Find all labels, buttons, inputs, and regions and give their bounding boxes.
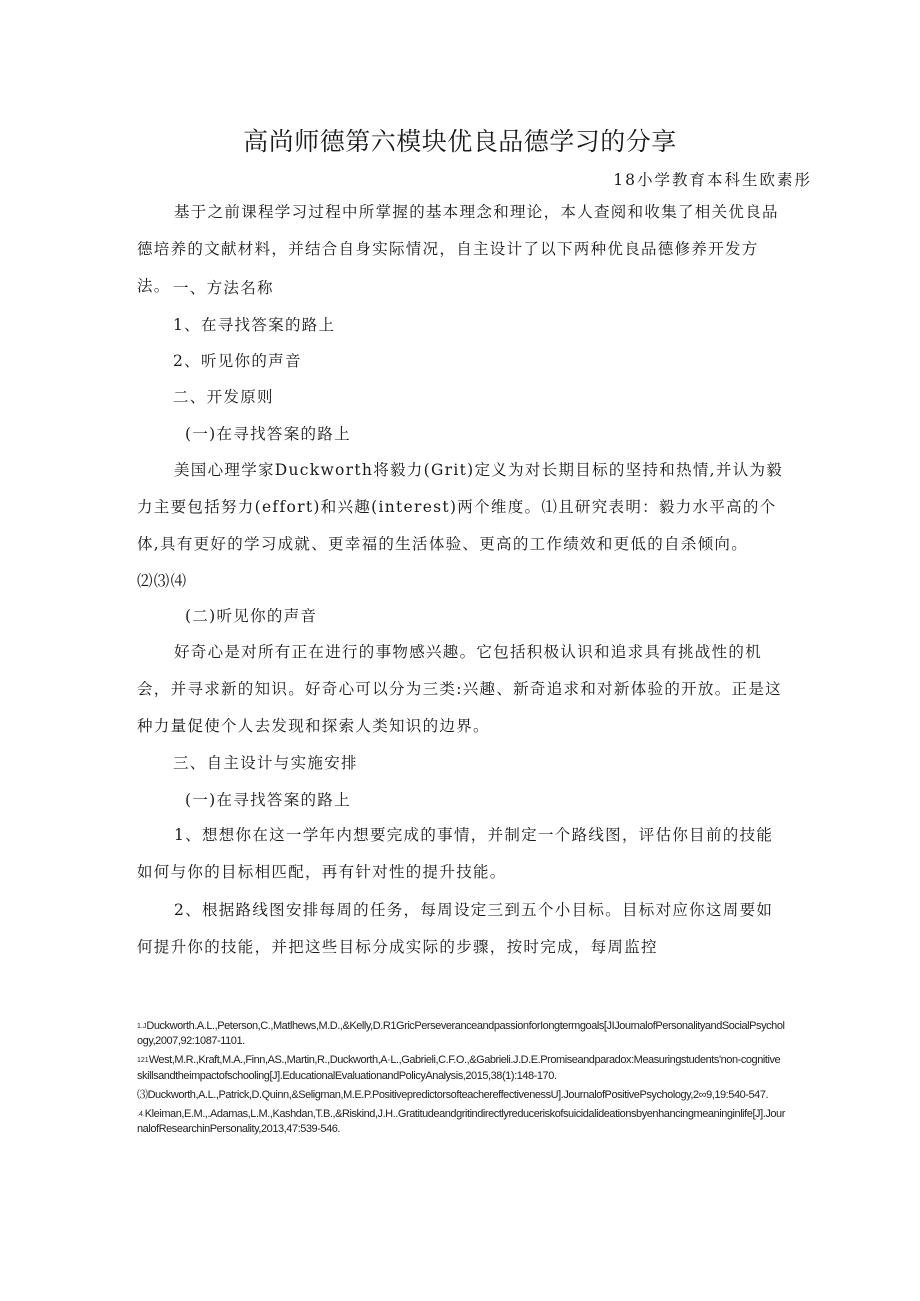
subheading-finding-answers-2: (一)在寻找答案的路上: [185, 791, 351, 809]
reference-text: Duckworth,A.L.,Patrick,D.Quinn,&Seligman,M.E.P.PositivepredictorsofteachereffectivenessU].JournalofPositivePsychology,2∞9,19:540-547.: [147, 1088, 769, 1101]
reference-item: [137, 1107, 785, 1137]
method-item-1: 1、在寻找答案的路上: [173, 316, 336, 334]
method-item-2: 2、听见你的声音: [173, 352, 302, 370]
curiosity-paragraph: 好奇心是对所有正在进行的事物感兴趣。它包括积极认识和追求具有挑战性的机会，并寻求新的知识。好奇心可以分为三类:兴趣、新奇追求和对新体验的开放。正是这种力量促使个人去发现和探索人类知识的边界。: [137, 643, 782, 735]
reference-item: [137, 1088, 785, 1103]
references-footnotes: [137, 1019, 785, 1137]
step-2-paragraph: 2、根据路线图安排每周的任务，每周设定三到五个小目标。目标对应你这周要如何提升你的技能，并把这些目标分成实际的步骤，按时完成，每周监控: [137, 901, 774, 956]
reference-text: Duckworth.A.L.,Peterson,C.,Matlhews,M.D.,&Kelly,D.R1GricPerseveranceandpassionforIongtermgoals[JIJournalofPersonalityandSocialPsychology,2007,92:1087-1101.: [137, 1020, 785, 1048]
reference-item: [137, 1019, 785, 1049]
section-heading-principles: 二、开发原则: [173, 388, 274, 406]
reference-text: West,M.R.,Kraft,M.A.,Finn,AS.,Martin,R.,Duckworth,A·L.,Gabrieli,C.F.O.,&Gabrieli.J.D.E.Promiseandparadox:Measuringstudents'non-cognitiveskillsandtheimpactofschooling[J].EducationalEvaluationandPolicyAnalysis,2015,38(1):148-170.: [137, 1054, 781, 1082]
reference-text: Kleiman,E.M.,.Adamas,L.M.,Kashdan,T.B.,&Riskind,J.H..Gratitudeandgritindirectlyreduceriskofsuicidalideationsbyenhancingmeaninginlife[J].JournalofResearchinPersonality,2013,47:539-546.: [137, 1108, 785, 1136]
reference-number: .4.: [137, 1111, 145, 1119]
step-1-paragraph: 1、想想你在这一学年内想要完成的事情，并制定一个路线图，评估你目前的技能如何与你的目标相匹配，再有针对性的提升技能。: [137, 826, 774, 881]
grit-paragraph: 美国心理学家Duckworth将毅力(Grit)定义为对长期目标的坚持和热情,并认为毅力主要包括努力(effort)和兴趣(interest)两个维度。⑴且研究表明：毅力水平高的个体,具有更好的学习成就、更幸福的生活体验、更高的工作绩效和更低的自杀倾向。⑵⑶⑷: [137, 461, 784, 590]
reference-number: 1.J: [137, 1023, 147, 1030]
section-heading-design: 三、自主设计与实施安排: [173, 754, 358, 772]
reference-number: ⑶: [137, 1088, 148, 1101]
author-line: 18小学教育本科生欧素彤: [613, 171, 812, 189]
reference-item: [137, 1053, 785, 1083]
section-heading-method-names: 一、方法名称: [173, 279, 274, 297]
subheading-finding-answers: (一)在寻找答案的路上: [185, 425, 351, 443]
document-title: 高尚师德第六模块优良品德学习的分享: [243, 127, 677, 156]
intro-paragraph: 基于之前课程学习过程中所掌握的基本理念和理论，本人查阅和收集了相关优良品德培养的文献材料，并结合自身实际情况，自主设计了以下两种优良品德修养开发方法。: [137, 203, 779, 295]
reference-number: 121: [137, 1057, 149, 1065]
subheading-hear-your-voice: (二)听见你的声音: [185, 607, 318, 625]
